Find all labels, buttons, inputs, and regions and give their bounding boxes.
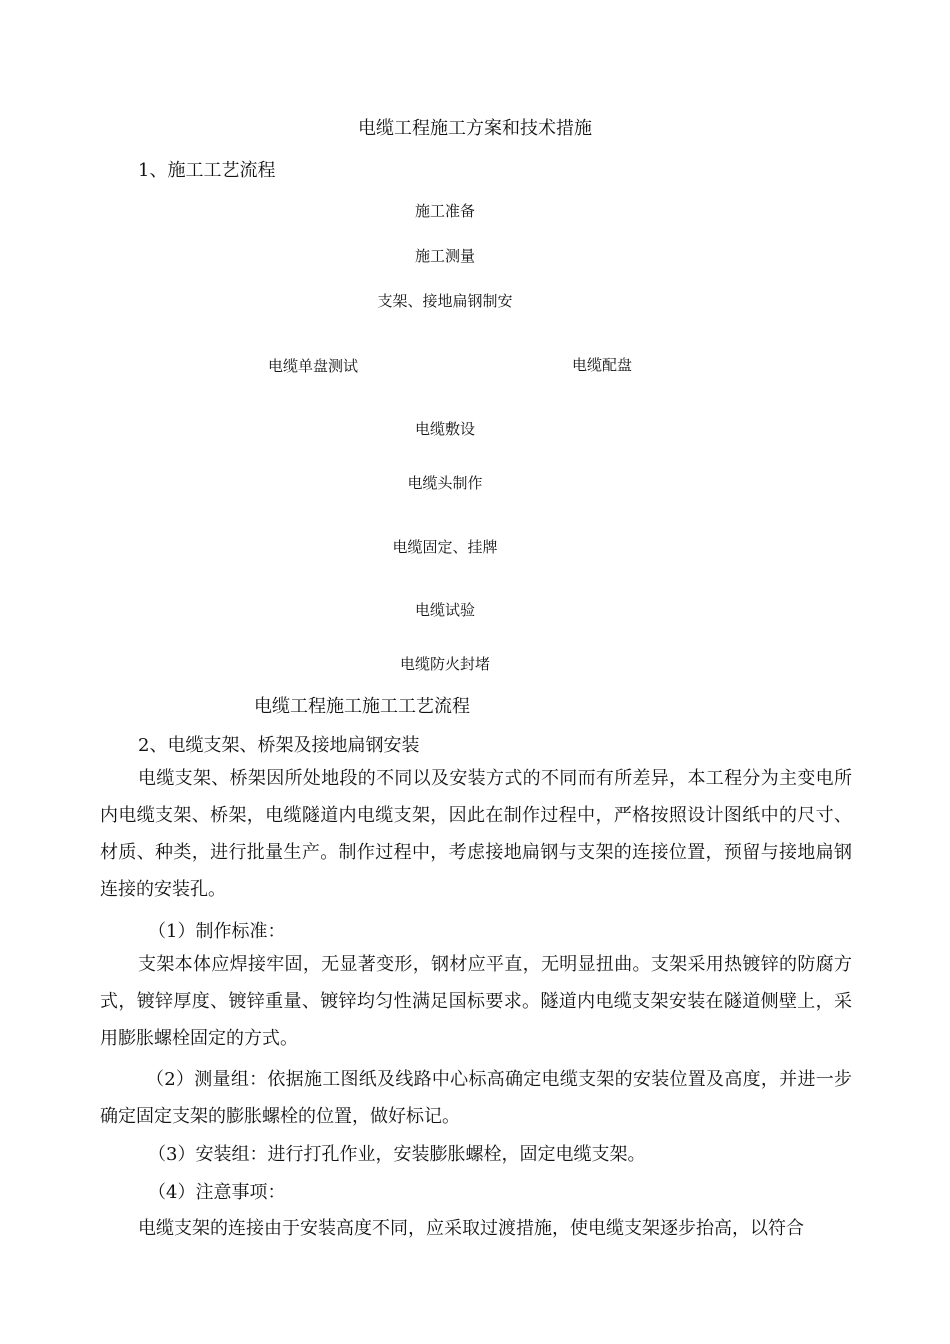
flowchart-caption: 电缆工程施工施工工艺流程 — [254, 696, 470, 717]
flow-step-survey: 施工测量 — [414, 247, 475, 265]
item-install: （3）安装组：进行打孔作业，安装膨胀螺栓，固定电缆支架。 — [148, 1144, 646, 1165]
flow-step-reel-allocation: 电缆配盘 — [572, 356, 633, 374]
flow-step-testing: 电缆试验 — [414, 601, 475, 619]
flow-step-bracket: 支架、接地扁钢制安 — [377, 292, 513, 310]
paragraph-intro: 电缆支架、桥架因所处地段的不同以及安装方式的不同而有所差异，本工程分为主变电所内电缆支架、桥架，电缆隧道内电缆支架，因此在制作过程中，严格按照设计图纸中的尺寸、材质、种类，进行批量生产。制作过程中，考虑接地扁钢与支架的连接位置，预留与接地扁钢连接的安装孔。 — [100, 768, 852, 900]
section-heading-2: 2、电缆支架、桥架及接地扁钢安装 — [138, 735, 420, 756]
item-heading-notes: （4）注意事项： — [148, 1182, 286, 1203]
paragraph-notes: 电缆支架的连接由于安装高度不同，应采取过渡措施，使电缆支架逐步抬高，以符合 — [138, 1218, 804, 1239]
flow-step-reel-test: 电缆单盘测试 — [268, 357, 359, 375]
page-title: 电缆工程施工方案和技术措施 — [358, 118, 592, 139]
flow-step-firestop: 电缆防火封堵 — [399, 655, 490, 673]
flow-step-prep: 施工准备 — [414, 202, 475, 220]
paragraph-survey: （2）测量组：依据施工图纸及线路中心标高确定电缆支架的安装位置及高度，并进一步确定固定支架的膨胀螺栓的位置，做好标记。 — [100, 1069, 852, 1127]
flow-step-fixing: 电缆固定、挂牌 — [392, 538, 498, 556]
item-heading-standard: （1）制作标准： — [148, 921, 286, 942]
flow-step-laying: 电缆敷设 — [414, 420, 475, 438]
flow-step-termination: 电缆头制作 — [407, 474, 483, 492]
section-heading-1: 1、施工工艺流程 — [138, 160, 276, 181]
paragraph-standard: 支架本体应焊接牢固，无显著变形，钢材应平直，无明显扭曲。支架采用热镀锌的防腐方式，镀锌厚度、镀锌重量、镀锌均匀性满足国标要求。隧道内电缆支架安装在隧道侧壁上，采用膨胀螺栓固定的方式。 — [100, 954, 852, 1049]
